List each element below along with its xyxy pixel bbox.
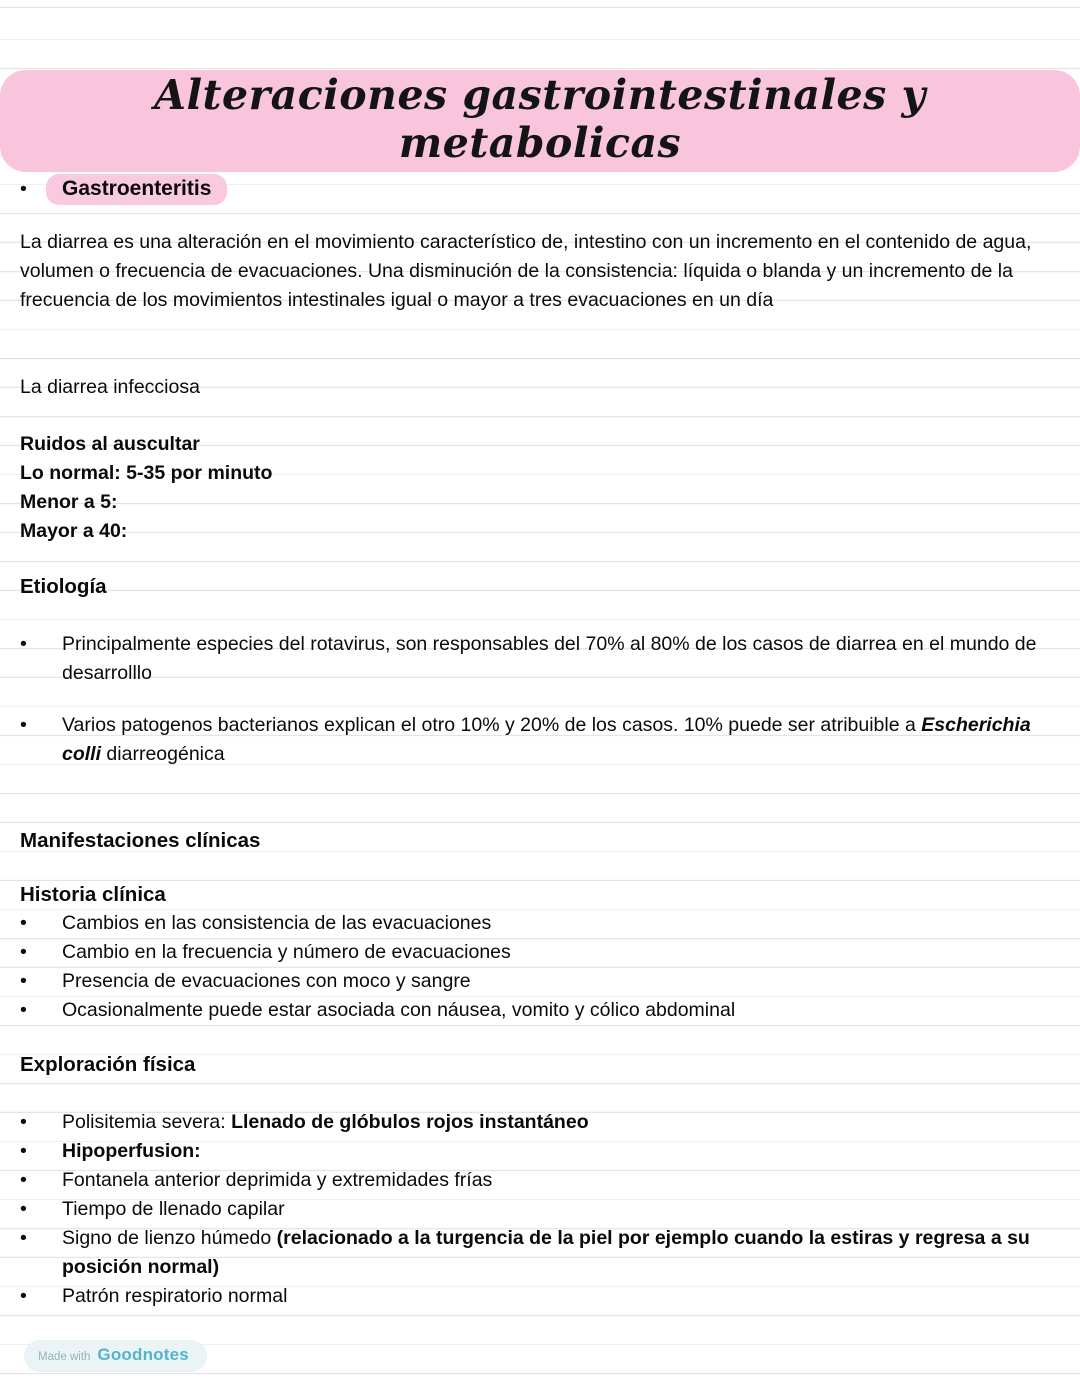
- bullet-marker: •: [20, 941, 27, 963]
- goodnotes-badge: [24, 1340, 207, 1372]
- bullet-marker: •: [20, 633, 27, 655]
- auscultar-block: [20, 430, 1066, 546]
- etiologia-bullet-2-text: [62, 711, 1066, 769]
- bullet-marker: •: [20, 178, 27, 200]
- escherichia-colli-emphasis: Escherichia colli: [62, 714, 1031, 765]
- made-with-label: Made with: [38, 1351, 91, 1363]
- auscultar-line: Menor a 5:: [20, 491, 118, 513]
- gastroenteritis-heading: Gastroenteritis: [46, 174, 227, 205]
- historia-clinica-list: [20, 909, 1066, 1025]
- auscultar-line: Mayor a 40:: [20, 520, 128, 542]
- etiologia-bullet-1-text: Principalmente especies del rotavirus, son responsables del 70% al 80% de los casos de diarrea en el mundo de desarrolllo: [62, 633, 1037, 684]
- hipoperfusion-item: Hipoperfusion:: [62, 1140, 201, 1162]
- list-item-text: [62, 1224, 1066, 1282]
- list-item: [20, 1282, 1066, 1311]
- etiologia-bullet-1: [20, 630, 1066, 688]
- page-title: Alteraciones gastrointestinales y metabolicas: [0, 70, 1080, 172]
- bullet-marker: •: [20, 1198, 27, 1220]
- list-item: [20, 909, 1066, 938]
- bullet-marker: •: [20, 970, 27, 992]
- title-row: [0, 70, 1080, 172]
- lienzo-pre: Signo de lienzo húmedo: [62, 1227, 277, 1249]
- list-item-text: Patrón respiratorio normal: [62, 1285, 288, 1307]
- list-item-text: Ocasionalmente puede estar asociada con náusea, vomito y cólico abdominal: [62, 999, 736, 1021]
- polisitemia-bold: Llenado de glóbulos rojos instantáneo: [231, 1111, 589, 1133]
- bullet-marker: •: [20, 1111, 27, 1133]
- auscultar-line: Ruidos al auscultar: [20, 433, 200, 455]
- gastroenteritis-intro-paragraph: La diarrea es una alteración en el movimiento característico de, intestino con un incremento en el contenido de agua, volumen o frecuencia de evacuaciones. Una disminución de la consistencia: líquida o blanda y un incremento de la frecuencia de los movimientos intestinales igual o mayor a tres evacuaciones en un día: [20, 231, 1032, 311]
- bullet-marker: •: [20, 1285, 27, 1307]
- etiologia-bullet-2-post: diarreogénica: [101, 743, 225, 765]
- bullet-marker: •: [20, 1140, 27, 1162]
- polisitemia-pre: Polisitemia severa:: [62, 1111, 232, 1133]
- etiologia-bullet-2: [20, 711, 1066, 769]
- exploracion-heading: Exploración física: [20, 1053, 196, 1076]
- etiologia-heading: Etiología: [20, 575, 107, 598]
- section-gastroenteritis-heading: [20, 174, 1066, 205]
- list-item: [20, 1224, 1066, 1282]
- lienzo-bold: (relacionado a la turgencia de la piel por ejemplo cuando la estiras y regresa a su posición normal): [62, 1227, 1030, 1278]
- infecciosa-line: La diarrea infecciosa: [20, 376, 200, 398]
- manifestaciones-heading: Manifestaciones clínicas: [20, 829, 261, 852]
- list-item: [20, 1108, 1066, 1137]
- list-item-text: [62, 1108, 1066, 1137]
- list-item: [20, 1137, 1066, 1166]
- exploracion-list: [20, 1108, 1066, 1311]
- list-item-text: Tiempo de llenado capilar: [62, 1198, 285, 1220]
- list-item-text: Cambio en la frecuencia y número de evacuaciones: [62, 941, 511, 963]
- list-item: [20, 967, 1066, 996]
- list-item: [20, 1195, 1066, 1224]
- bullet-marker: •: [20, 912, 27, 934]
- list-item-text: Presencia de evacuaciones con moco y sangre: [62, 970, 471, 992]
- auscultar-line: Lo normal: 5-35 por minuto: [20, 462, 273, 484]
- bullet-marker: •: [20, 1227, 27, 1249]
- list-item: [20, 996, 1066, 1025]
- historia-clinica-subheading: Historia clínica: [20, 883, 166, 906]
- bullet-marker: •: [20, 714, 27, 736]
- goodnotes-logo: Goodnotes: [97, 1345, 189, 1364]
- etiologia-bullet-2-pre: Varios patogenos bacterianos explican el otro 10% y 20% de los casos. 10% puede ser atribuible a: [62, 714, 922, 736]
- list-item-text: Fontanela anterior deprimida y extremidades frías: [62, 1169, 493, 1191]
- bullet-marker: •: [20, 1169, 27, 1191]
- list-item: [20, 1166, 1066, 1195]
- bullet-marker: •: [20, 999, 27, 1021]
- list-item-text: Cambios en las consistencia de las evacuaciones: [62, 912, 492, 934]
- list-item: [20, 938, 1066, 967]
